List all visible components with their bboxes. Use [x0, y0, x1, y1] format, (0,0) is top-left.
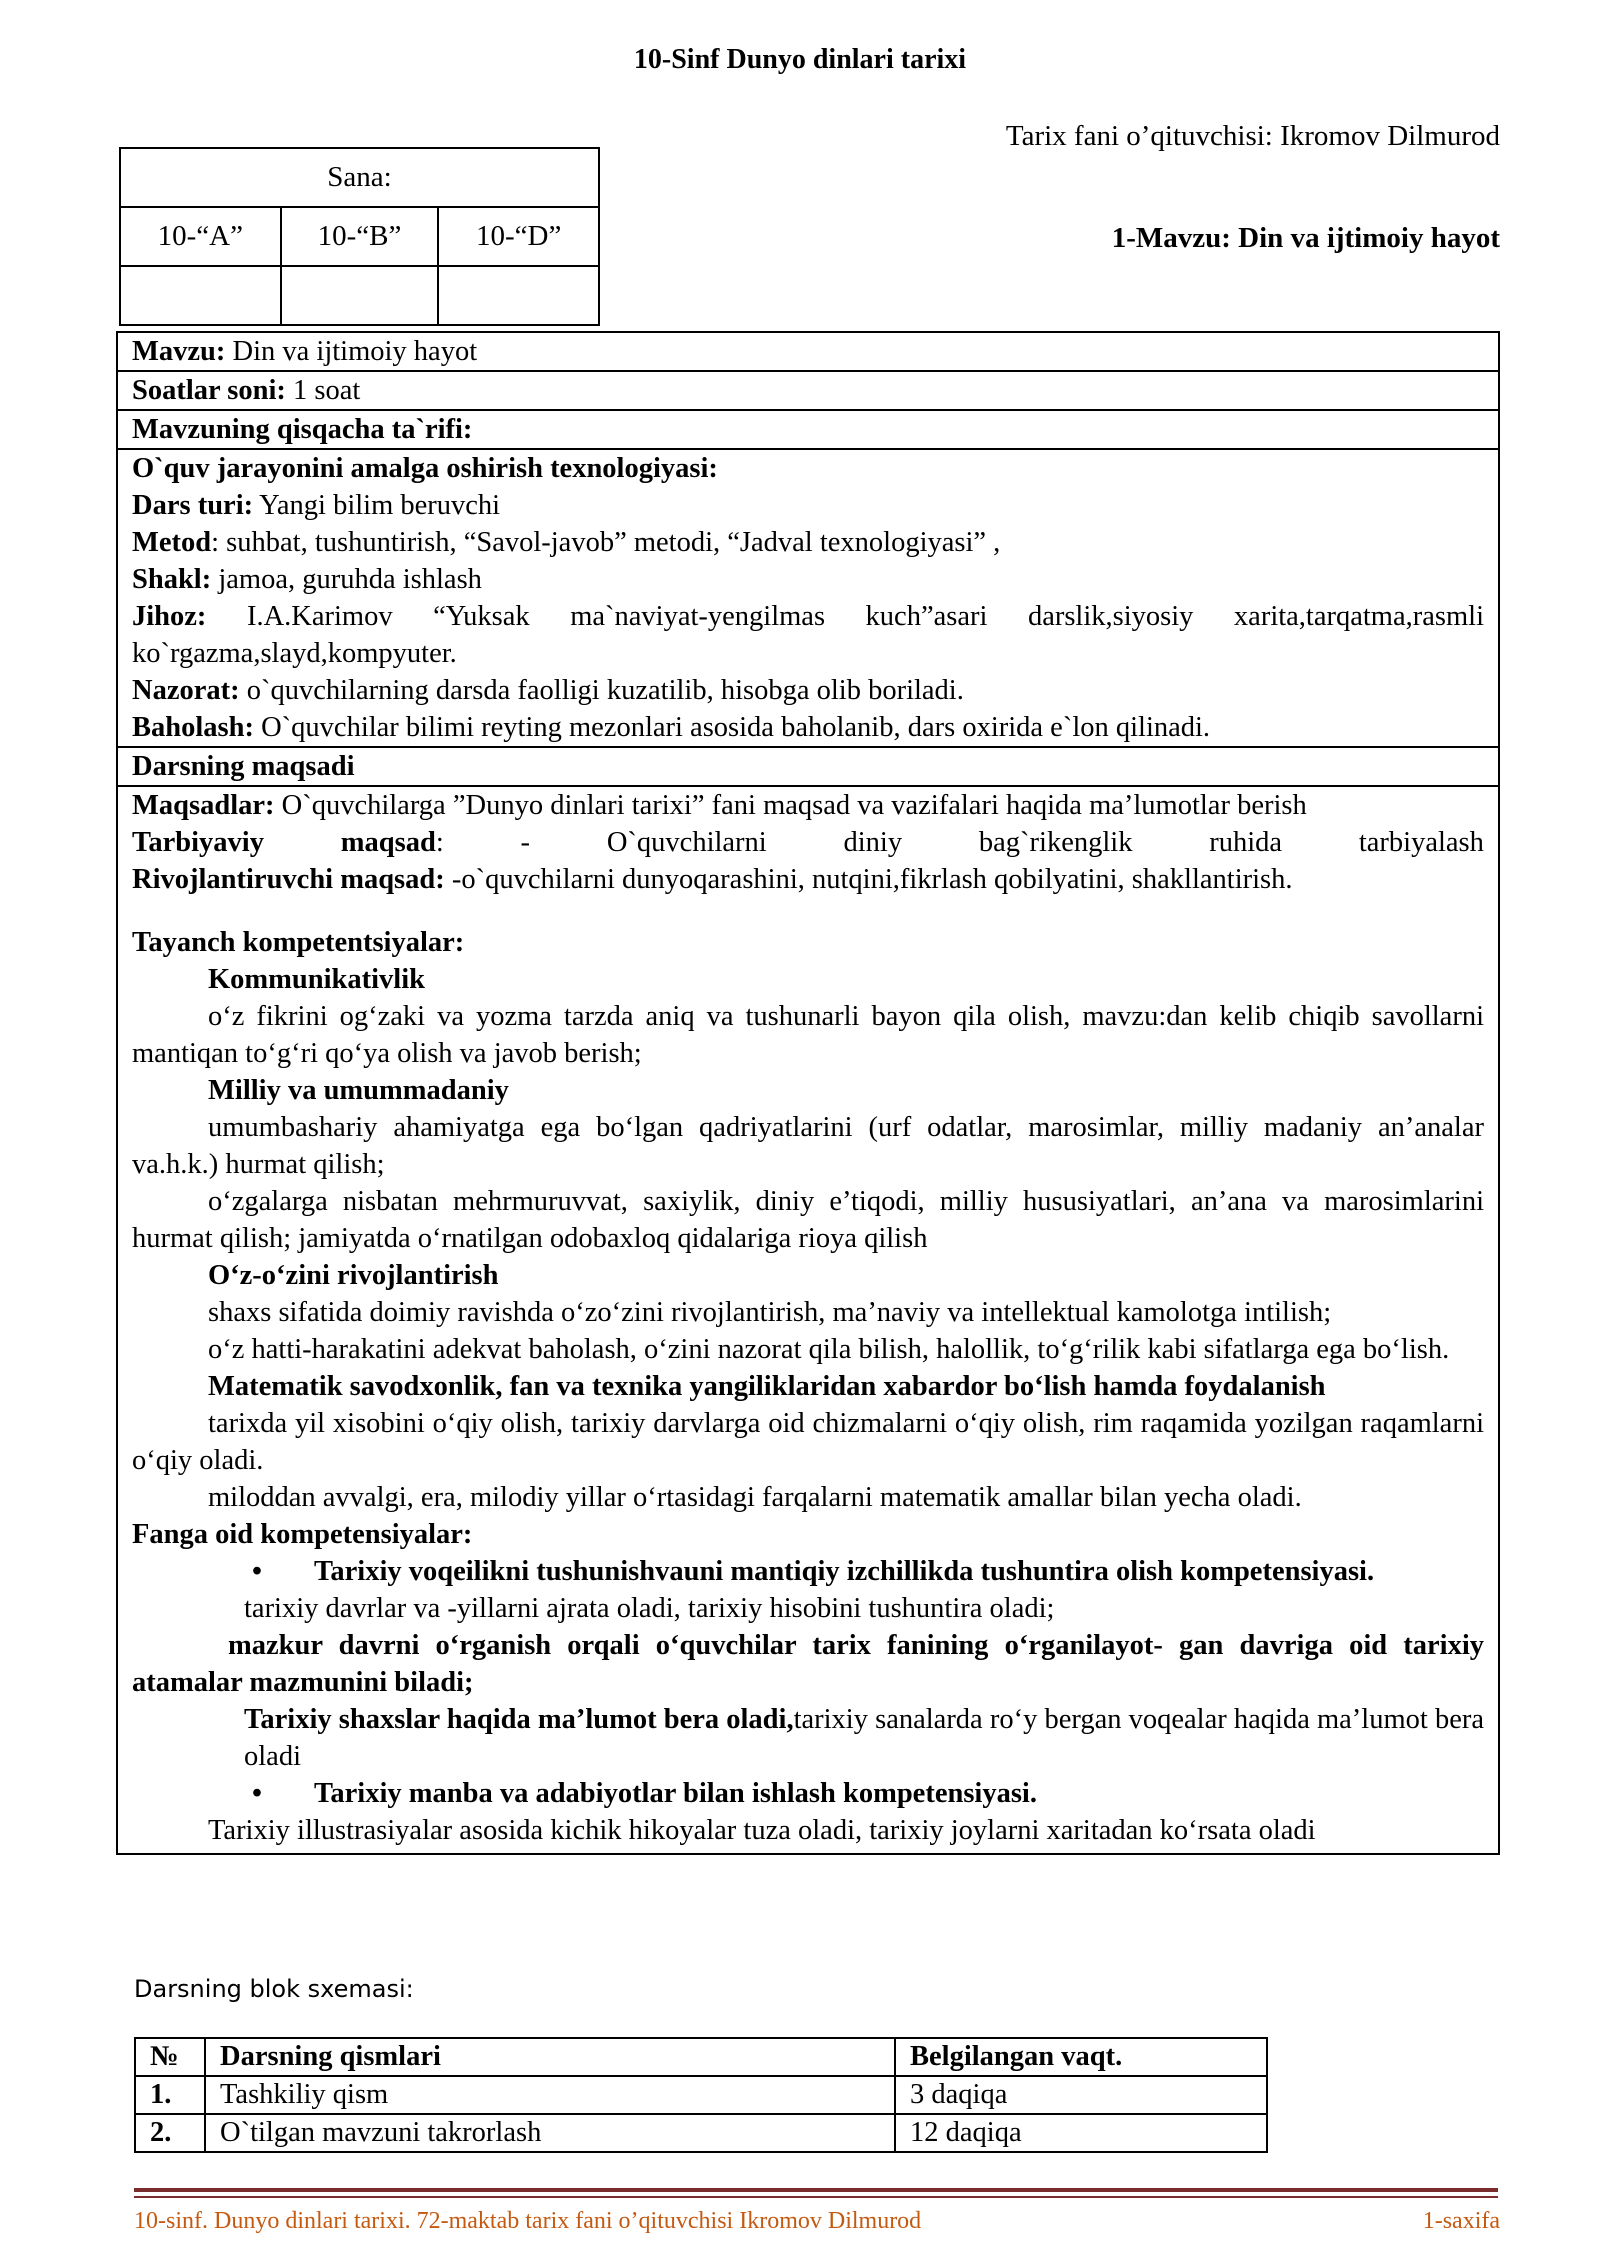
- komm-text: o‘z fikrini og‘zaki va yozma tarzda aniq va tushunarli bayon qila olish, mavzu:dan kelib chiqib savollarni mantiqan to‘g‘ri qo‘ya olish va javob berish;: [132, 1001, 1484, 1069]
- maqsad-heading: Darsning maqsadi: [132, 751, 355, 782]
- maqsadlar-line: [132, 787, 1484, 824]
- blok-caption: Darsning blok sxemasi:: [134, 1975, 414, 2003]
- metod-line: [132, 524, 1484, 561]
- header-number: №: [135, 2038, 205, 2076]
- metod-value: : suhbat, tushuntirish, “Savol-javob” metodi, “Jadval texnologiyasi” ,: [211, 527, 1001, 558]
- ozini-text-2: o‘z hatti-harakatini adekvat baholash, o‘zini nazorat qila bilish, halollik, to‘g‘rilik kabi sifatlarga ega bo‘lish.: [208, 1334, 1450, 1365]
- maqsadlar-value: O`quvchilarga ”Dunyo dinlari tarixi” fani maqsad va vazifalari haqida ma’lumotlar berish: [274, 790, 1307, 821]
- nazorat-label: Nazorat:: [132, 675, 240, 706]
- tarbiyaviy-word-7: ruhida: [1209, 827, 1283, 858]
- maqsad-heading-row: [118, 748, 1498, 787]
- row-number: 1.: [135, 2076, 205, 2114]
- mavzu-label: Mavzu:: [132, 336, 226, 367]
- matem-heading: Matematik savodxonlik, fan va texnika yangiliklaridan xabardor bo‘lish hamda foydalanish: [208, 1371, 1326, 1402]
- shakl-value: jamoa, guruhda ishlash: [211, 564, 482, 595]
- class-b: 10-“B”: [281, 207, 439, 266]
- milliy-text-1: umumbashariy ahamiyatga ega bo‘lgan qadriyatlarini (urf odatlar, marosimlar, milliy madaniy an’analar va.h.k.) hurmat qilish;: [132, 1112, 1484, 1180]
- footer-rule-thin: [134, 2196, 1498, 2198]
- mavzu-value: Din va ijtimoiy hayot: [225, 336, 478, 367]
- nazorat-value: o`quvchilarning darsda faolligi kuzatilib, hisobga olib boriladi.: [239, 675, 964, 706]
- date-label: Sana:: [120, 148, 599, 207]
- row-number: 2.: [135, 2114, 205, 2152]
- shakl-line: [132, 561, 1484, 598]
- technology-row: [118, 450, 1498, 748]
- qisqacha-label: Mavzuning qisqacha ta`rifi:: [132, 414, 473, 445]
- baholash-value: O`quvchilar bilimi reyting mezonlari asosida baholanib, dars oxirida e`lon qilinadi.: [253, 712, 1211, 743]
- date-cell-a: [120, 266, 281, 325]
- date-cell-b: [281, 266, 439, 325]
- shaxslar-bold: Tarixiy shaxslar haqida ma’lumot bera oladi,: [244, 1704, 794, 1735]
- matem-text-1: tarixda yil xisobini o‘qiy olish, tarixiy darvlarga oid chizmalarni o‘qiy olish, rim raqamida yozilgan raqamlarni o‘qiy oladi.: [132, 1408, 1484, 1476]
- jihoz-value: I.A.Karimov “Yuksak ma`naviyat-yengilmas kuch”asari darslik,siyosiy xarita,tarqatma,rasmli ko`rgazma,slayd,kompyuter.: [132, 601, 1484, 669]
- matem-text-2: miloddan avvalgi, era, milodiy yillar o‘rtasidagi farqalarni matematik amallar bilan yecha oladi.: [208, 1482, 1302, 1513]
- row-time: 3 daqiqa: [895, 2076, 1267, 2114]
- footer-rule-thick: [134, 2188, 1498, 2192]
- date-table: [119, 147, 600, 326]
- nazorat-line: [132, 672, 1484, 709]
- footer-text: 10-sinf. Dunyo dinlari tarixi. 72-maktab tarix fani o’qituvchisi Ikromov Dilmurod: [134, 2208, 922, 2234]
- document-title: 10-Sinf Dunyo dinlari tarixi: [633, 44, 967, 75]
- lesson-plan-box: [116, 331, 1500, 1855]
- bullet-2-symbol: •: [252, 1778, 262, 1809]
- table-row: [135, 2076, 1267, 2114]
- tayanch-heading: Tayanch kompetentsiyalar:: [132, 927, 465, 958]
- rivoj-label: Rivojlantiruvchi maqsad:: [132, 864, 445, 895]
- bullet-item-1: [132, 1553, 1484, 1590]
- maqsadlar-label: Maqsadlar:: [132, 790, 275, 821]
- baholash-label: Baholash:: [132, 712, 254, 743]
- row-time: 12 daqiqa: [895, 2114, 1267, 2152]
- ozini-heading: O‘z-o‘zini rivojlantirish: [208, 1260, 499, 1291]
- row-part: O`tilgan mavzuni takrorlash: [205, 2114, 895, 2152]
- mazkur-text: mazkur davrni o‘rganish orqali o‘quvchilar tarix fanining o‘rganilayot- gan davriga oid tarixiy atamalar mazmunini biladi;: [132, 1630, 1484, 1698]
- fanga-heading: Fanga oid kompetensiyalar:: [132, 1519, 473, 1550]
- bullet-1-detail: tarixiy davrlar va -yillarni ajrata oladi, tarixiy hisobini tushuntira oladi;: [244, 1593, 1055, 1624]
- bullet-1-symbol: •: [252, 1556, 262, 1587]
- qisqacha-row: [118, 411, 1498, 450]
- blok-table-header: [135, 2038, 1267, 2076]
- soat-row: [118, 372, 1498, 411]
- row-part: Tashkiliy qism: [205, 2076, 895, 2114]
- mavzu-row: [118, 333, 1498, 372]
- tarbiyaviy-word-3: -: [520, 827, 531, 858]
- baholash-line: [132, 709, 1484, 746]
- milliy-text-2: o‘zgalarga nisbatan mehrmuruvvat, saxiylik, diniy e’tiqodi, milliy hususiyatlari, an’ana va marosimlarini hurmat qilish; jamiyatda o‘rnatilgan odobaxloq qidalariga rioya qilish: [132, 1186, 1484, 1254]
- shakl-label: Shakl:: [132, 564, 212, 595]
- class-a: 10-“A”: [120, 207, 281, 266]
- header-parts: Darsning qismlari: [205, 2038, 895, 2076]
- page-number: 1-saxifa: [1422, 2208, 1500, 2234]
- teacher-line: Tarix fani o’qituvchisi: Ikromov Dilmurod: [1005, 120, 1500, 152]
- tarbiyaviy-word-1: Tarbiyaviy: [132, 827, 264, 858]
- bullet-2-text: Tarixiy manba va adabiyotlar bilan ishlash kompetensiyasi.: [314, 1778, 1037, 1809]
- tarbiyaviy-word-8: tarbiyalash: [1358, 827, 1484, 858]
- milliy-heading: Milliy va umummadaniy: [208, 1075, 509, 1106]
- date-cell-d: [438, 266, 599, 325]
- tarbiyaviy-word-5: diniy: [843, 827, 903, 858]
- shaxslar-line: [132, 1701, 1484, 1775]
- dars-turi-value: Yangi bilim beruvchi: [253, 490, 501, 521]
- maqsad-content-row: [118, 787, 1498, 1853]
- class-d: 10-“D”: [438, 207, 599, 266]
- rivoj-line: [132, 861, 1484, 898]
- tarbiyaviy-word-4: O`quvchilarni: [606, 827, 767, 858]
- jihoz-line: [132, 598, 1484, 672]
- topic-heading: 1-Mavzu: Din va ijtimoiy hayot: [1111, 222, 1500, 254]
- rivoj-value: -o`quvchilarni dunyoqarashini, nutqini,fikrlash qobilyatini, shakllantirish.: [444, 864, 1293, 895]
- soat-value: 1 soat: [285, 375, 361, 406]
- komm-heading: Kommunikativlik: [208, 964, 425, 995]
- illustr-text: Tarixiy illustrasiyalar asosida kichik hikoyalar tuza oladi, tarixiy joylarni xaritadan ko‘rsata oladi: [208, 1815, 1316, 1846]
- dars-turi-line: [132, 487, 1484, 524]
- tarbiyaviy-word-2: maqsad:: [340, 827, 444, 858]
- dars-turi-label: Dars turi:: [132, 490, 254, 521]
- tarbiyaviy-line: [132, 824, 1484, 861]
- soat-label: Soatlar soni:: [132, 375, 286, 406]
- jihoz-label: Jihoz:: [132, 601, 207, 632]
- ozini-text-1: shaxs sifatida doimiy ravishda o‘zo‘zini rivojlantirish, ma’naviy va intellektual kamolotga intilish;: [208, 1297, 1332, 1328]
- shaxslar-rest: tarixiy sanalarda ro‘y bergan voqealar haqida ma’lumot bera oladi: [244, 1704, 1484, 1772]
- tarbiyaviy-word-6: bag`rikenglik: [978, 827, 1133, 858]
- bullet-1-text: Tarixiy voqeilikni tushunishvauni mantiqiy izchillikda tushuntira olish kompetensiyasi.: [314, 1556, 1375, 1587]
- bullet-item-2: [132, 1775, 1484, 1812]
- texnologiya-label: O`quv jarayonini amalga oshirish texnologiyasi:: [132, 453, 718, 484]
- blok-table: [134, 2037, 1268, 2153]
- table-row: [135, 2114, 1267, 2152]
- metod-label: Metod: [132, 527, 212, 558]
- header-time: Belgilangan vaqt.: [895, 2038, 1267, 2076]
